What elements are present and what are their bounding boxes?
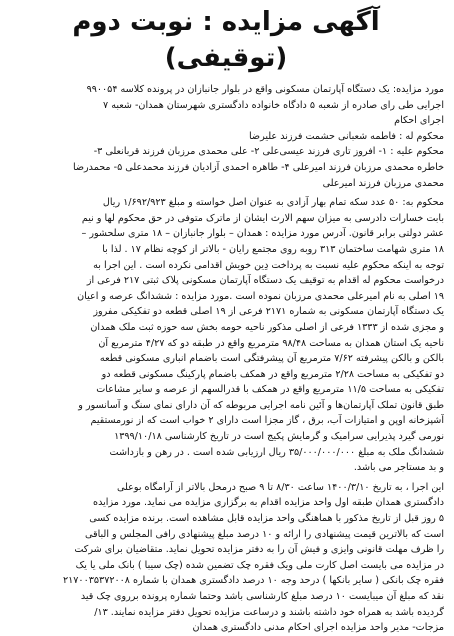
property-line: بالکن و بالکن پیشرفته ۷/۶۲ مترمربع آن پیشرفتگی است باضمام انباری مسکونی قطعه xyxy=(99,353,444,365)
terms-line: این اجرا ، به تاریخ ۱۴۰۰/۳/۱۰ ساعت ۸/۳۰ تا ۹ صبح درمحل بالاتر از آرامگاه بوعلی xyxy=(116,481,444,493)
property-line: ششدانگ ملک به مبلغ ۳۵/۰۰۰/۰۰۰/۰۰۰ ریال ارزیابی شده است . در رهن و بازداشت xyxy=(109,446,444,458)
auction-notice xyxy=(4,4,450,634)
terms-line: فقره چک بانکی ( سایر بانکها ) درحد وجه ۱۰ درصد دادگستری همدان با شماره ۲۱۷۰۰۳۵۳۷۲۰۰۸ xyxy=(62,575,444,587)
terms-line: را ظرف مهلت قانونی وایزی و فیش آن را به دفتر مزایده تحویل نماید. متقاضیان برای شرکت xyxy=(74,544,444,556)
case-line: محکوم له : فاطمه شعبانی حشمت فرزند علیرضا xyxy=(249,130,444,142)
property-line: عشر دولتی برابر قانون. آدرس مورد مزایده : همدان – بلوار جانبازان – ۱۸ متری سلحشور – xyxy=(81,228,444,240)
property-description xyxy=(8,195,444,476)
case-line: مورد مزایده: یک دستگاه آپارتمان مسکونی واقع در بلوار جانبازان در پرونده کلاسه ۹۹۰۰۵۴ xyxy=(86,84,444,95)
property-line: دو تفکیکی به مساحت ۲/۲۸ مترمربع واقع در همکف باضمام پارکینگ مسکونی قطعه دو xyxy=(101,368,444,380)
property-line: و مجزی شده از ۱۳۳۳ فرعی از اصلی مذکور ناحیه حومه بخش سه حوزه ثبت ملک همدان xyxy=(90,321,444,333)
property-line: درخواست محکوم له اقدام به توقیف یک دستگاه آپارتمان مسکونی پلاک ثبتی ۲۱۷ فرعی از xyxy=(86,275,444,287)
notice-body xyxy=(8,82,444,636)
property-line: بابت خسارات دادرسی به میزان سهم الارث ایشان از ماترک متوفی در حق محکوم لها و نیم xyxy=(81,212,444,224)
property-line: آشپزخانه اوپن و امتیازات آب، برق ، گاز مجزا است دارای ۲ خواب است که از نورمستقیم xyxy=(90,415,444,427)
property-line: طبق قانون تملک آپارتمان‌ها و آئین نامه اجرایی مربوطه که آن دارای نمای سنگ و آسانسور و xyxy=(78,399,444,411)
case-line: محکوم علیه : ۱- افروز تاری فرزند عیسی‌علی ۲- علی محمدی مرزبان فرزند قربانعلی ۳- xyxy=(93,146,444,158)
auction-terms xyxy=(8,480,444,636)
case-line: اجرای احکام xyxy=(394,115,444,127)
property-line: ۱۸ متری شهامت ساختمان ۳۱۳ روبه روی مجتمع رایان - بالاتر از کوچه نظام ۱۷ . لذا با xyxy=(102,243,444,255)
terms-line: نقد که مبلغ آن میبایست ۱۰ درصد مبلغ کارشناسی باشد وحتما شماره پرونده برروی چک قید xyxy=(80,591,444,602)
property-line: یک دستگاه آپارتمان مسکونی به شماره ۲۱۷۱ فرعی از ۱۹ اصلی قطعه دو تفکیکی مفروز xyxy=(93,306,444,318)
terms-signature: مزجات- مدیر واحد مزایده اجرای احکام مدنی دادگستری همدان xyxy=(192,622,444,634)
property-line: ۱۹ اصلی به نام امیرعلی محمدی مرزبان نموده است .مورد مزایده : ششدانگ عرصه و اعیان xyxy=(77,290,444,302)
terms-line: گردیده باشد به همراه خود داشته باشند و درساعت مزایده تحویل دفتر مزایده نمایند. ۱۳/ xyxy=(94,606,444,618)
property-line: تفکیکی به مساحت ۱۱/۵ مترمربع واقع در همکف با قدرالسهم از عرصه و سایر مشاعات xyxy=(96,384,444,396)
notice-title: آگهی مزایده : نوبت دوم (توقیفی) xyxy=(72,7,380,73)
case-info xyxy=(8,82,444,191)
property-line: توجه به اینکه محکوم علیه نسبت به پرداخت دِین خویش اقدامی نکرده است . این اجرا به xyxy=(93,259,444,271)
terms-line: است که بالاترین قیمت پیشنهادی را ارائه و ۱۰ درصد مبلغ پیشنهادی رافی المجلس و الباقی xyxy=(85,528,444,540)
case-line: اجرایی طی رای صادره از شعبه ۵ دادگاه خانواده دادگستری شهرستان همدان- شعبه ۷ xyxy=(102,99,444,111)
property-line: نورمی گیرد پذیرایی سرامیک و گرمایش پکیج است در تاریخ کارشناسی ۱۳۹۹/۱۰/۱۸ xyxy=(114,431,444,443)
property-line: ناحیه یک استان همدان به مساحت ۹۸/۴۸ مترمربع واقع در طبقه دو که ۴/۲۷ مترمربع آن xyxy=(98,337,444,349)
terms-line: ۵ روز قبل از تاریخ مذکور با هماهنگی واحد مزایده قابل مشاهده است. برنده مزایده کسی xyxy=(89,513,444,525)
property-line: محکوم به: ۵۰ عدد سکه تمام بهار آزادی به عنوان اصل خواسته و مبلغ ۱/۶۹۲/۹۲۳ ریال xyxy=(102,197,444,209)
terms-line: در مزایده می بایست اصل کارت ملی ویک فقره چک تضمین شده (چک سیبا ) بانک ملی یا یک xyxy=(75,559,444,571)
case-line: خاطره محمدی مرزبان فرزند امیرعلی ۴- طاهره احمدی آزادیان فرزند محمدعلی ۵- محمدرضا xyxy=(72,161,444,173)
terms-line: دادگستری همدان طبقه اول واحد مزایده اقدام به برگزاری مزایده می نماید. مورد مزایده xyxy=(93,497,444,509)
property-line: و بد مستاجر می باشد. xyxy=(353,462,444,474)
case-line: محمدی مرزبان فرزند امیرعلی xyxy=(322,177,444,189)
